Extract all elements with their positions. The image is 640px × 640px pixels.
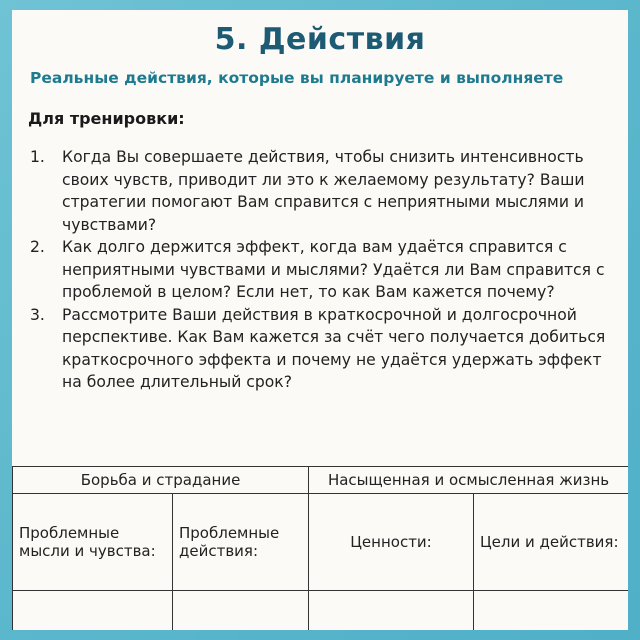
page-title: 5. Действия [214,22,426,57]
question-number: 1. [30,148,45,166]
question-number: 2. [30,238,45,256]
column-header-problem-thoughts: Проблемные мысли и чувства: [13,494,173,591]
question-text: Как долго держится эффект, когда вам удаётся справится с неприятными чувствами и мыслями? Удаётся ли Вам справится с проблемой в целом? Если нет, то как Вам кажется почему? [62,238,605,301]
group-header-meaningful-life: Насыщенная и осмысленная жизнь [309,467,628,494]
table-column-row [13,494,629,591]
question-item [24,146,610,236]
table-cell[interactable] [474,591,628,631]
column-header-goals-actions: Цели и действия: [474,494,628,591]
section-heading: Для тренировки: [28,109,185,128]
column-header-values: Ценности: [309,494,474,591]
table-row [13,591,629,631]
worksheet-card [12,10,628,630]
table-group-row [13,467,629,494]
question-text: Когда Вы совершаете действия, чтобы снизить интенсивность своих чувств, приводит ли это к желаемому результату? Ваши стратегии помогают Вам справится с неприятными мыслями и чувствами? [62,148,585,234]
page-subtitle: Реальные действия, которые вы планируете и выполняете [30,69,564,87]
column-header-problem-actions: Проблемные действия: [173,494,309,591]
table-cell[interactable] [13,591,173,631]
table-cell[interactable] [309,591,474,631]
question-item [24,236,610,304]
question-number: 3. [30,305,45,324]
worksheet-table [12,466,628,630]
table-cell[interactable] [173,591,309,631]
questions-list [12,146,628,394]
question-item [24,304,610,394]
group-header-struggle: Борьба и страдание [13,467,309,494]
question-text: Рассмотрите Ваши действия в краткосрочной и долгосрочной перспективе. Как Вам кажется за счёт чего получается добиться краткосрочного эффекта и почему не удаётся удержать эффект на более длительный срок? [62,305,606,391]
